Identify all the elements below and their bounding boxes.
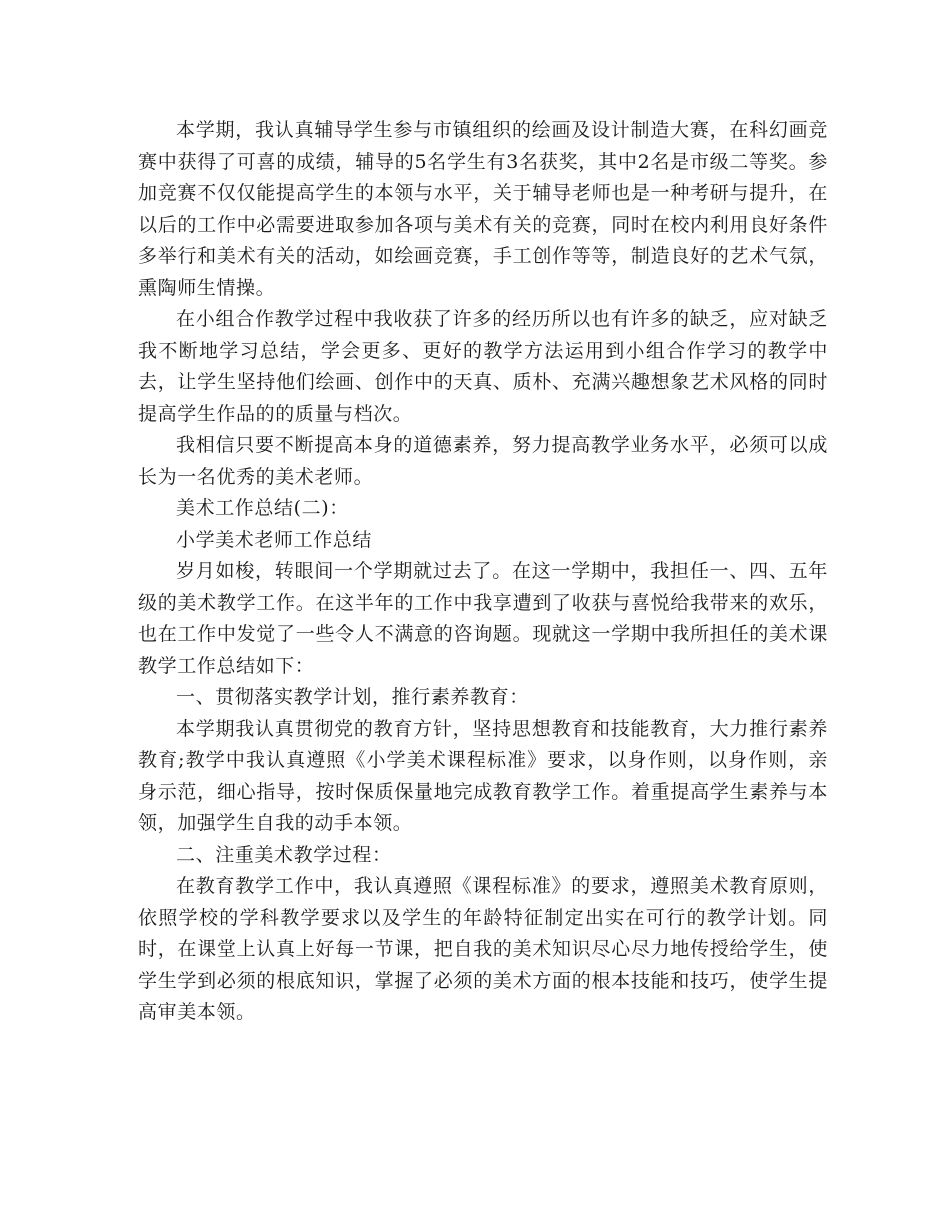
paragraph-competition: 本学期，我认真辅导学生参与市镇组织的绘画及设计制造大赛，在科幻画竞赛中获得了可喜的成绩，辅导的5名学生有3名获奖，其中2名是市级二等奖。参加竞赛不仅仅能提高学生的本领与水平，关于辅导老师也是一种考研与提升，在以后的工作中必需要进取参加各项与美术有关的竞赛，同时在校内利用良好条件多举行和美术有关的活动，如绘画竞赛，手工创作等等，制造良好的艺术气氛，熏陶师生情操。 — [138, 119, 828, 299]
document-subtitle: 小学美术老师工作总结 — [176, 528, 373, 551]
paragraph-teaching-process: 在教育教学工作中，我认真遵照《课程标准》的要求，遵照美术教育原则，依照学校的学科教学要求以及学生的年龄特征制定出实在可行的教学计划。同时，在课堂上认真上好每一节课，把自我的美术知识尽心尽力地传授给学生，使学生学到必须的根底知识，掌握了必须的美术方面的根本技能和技巧，使学生提高审美本领。 — [138, 875, 828, 1023]
section-heading-two: 二、注重美术教学过程： — [176, 843, 392, 866]
paragraph-teaching-plan: 本学期我认真贯彻党的教育方针，坚持思想教育和技能教育，大力推行素养教育;教学中我认真遵照《小学美术课程标准》要求，以身作则，以身作则，亲身示范，细心指导，按时保质保量地完成教育教学工作。着重提高学生素养与本领，加强学生自我的动手本领。 — [138, 717, 828, 834]
document-body — [138, 115, 828, 1029]
paragraph-semester-intro: 岁月如梭，转眼间一个学期就过去了。在这一学期中，我担任一、四、五年级的美术教学工作。在这半年的工作中我享遭到了收获与喜悦给我带来的欢乐，也在工作中发觉了一些令人不满意的咨询题。现就这一学期中我所担任的美术课教学工作总结如下： — [138, 560, 828, 677]
paragraph-belief: 我相信只要不断提高本身的道德素养，努力提高教学业务水平，必须可以成长为一名优秀的美术老师。 — [138, 434, 828, 488]
paragraph-group-teaching: 在小组合作教学过程中我收获了许多的经历所以也有许多的缺乏，应对缺乏我不断地学习总结，学会更多、更好的教学方法运用到小组合作学习的教学中去，让学生坚持他们绘画、创作中的天真、质朴、充满兴趣想象艺术风格的同时提高学生作品的的质量与档次。 — [138, 308, 828, 425]
section-heading-summary-two: 美术工作总结(二)： — [176, 497, 349, 519]
section-heading-one: 一、贯彻落实教学计划，推行素养教育： — [176, 686, 529, 708]
